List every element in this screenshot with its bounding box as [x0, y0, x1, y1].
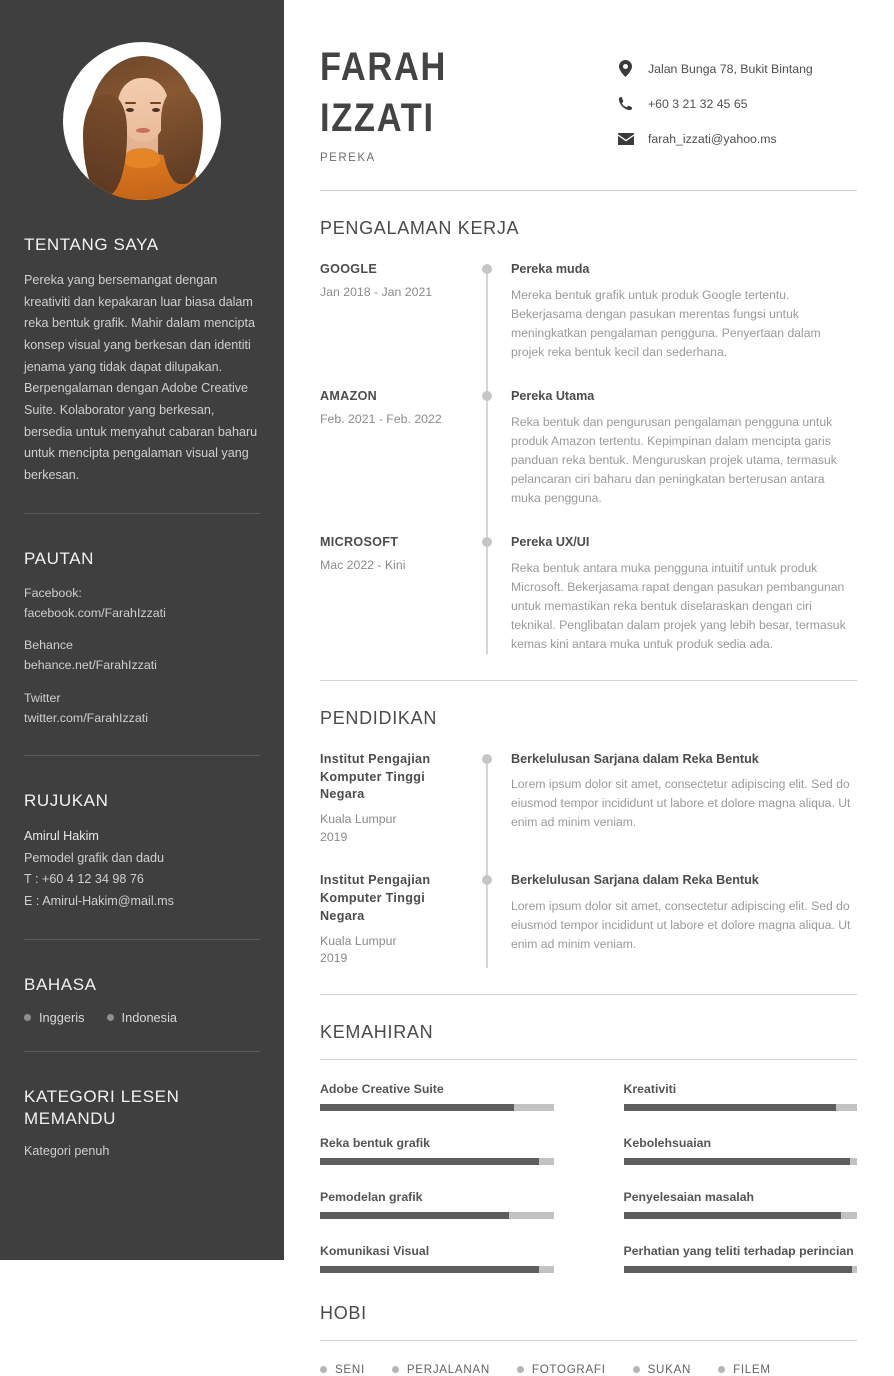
- skill-item: [320, 1244, 554, 1273]
- envelope-icon: [617, 130, 634, 147]
- photo-eye-left: [126, 108, 134, 112]
- experience-title: Pereka UX/UI: [511, 534, 590, 549]
- link-item-twitter[interactable]: [24, 689, 260, 729]
- experience-item: [320, 388, 857, 508]
- link-label: Facebook:: [24, 585, 82, 600]
- education-city: Kuala Lumpur: [320, 812, 397, 827]
- skill-label: Pemodelan grafik: [320, 1189, 423, 1204]
- skill-label: Kebolehsuaian: [623, 1135, 711, 1150]
- skill-item: [320, 1136, 554, 1165]
- bullet-dot-icon: [24, 1014, 31, 1021]
- contact-list: [617, 42, 857, 164]
- skill-item: [320, 1190, 554, 1219]
- skill-bar-track: [320, 1158, 554, 1165]
- experience-company: GOOGLE: [320, 262, 378, 277]
- experience-description: Reka bentuk antara muka pengguna intuitif untuk produk Microsoft. Bekerjasama rapat dengan pasukan pembangunan untuk memastikan reka bentuk diselaraskan dengan ciri teknikal. Penglibatan dalam projek yang lebih besar, termasuk kemas kini antara muka untuk produk sedia ada.: [511, 560, 846, 651]
- experience-meta: [320, 534, 478, 654]
- skill-bar-track: [624, 1266, 858, 1273]
- skill-label: Penyelesaian masalah: [623, 1189, 755, 1204]
- hobbies-heading: HOBI: [320, 1302, 367, 1323]
- language-item: [24, 1010, 85, 1025]
- hobby-item: [718, 1363, 771, 1376]
- experience-item: [320, 261, 857, 362]
- about-section: [24, 234, 260, 487]
- timeline-dot-icon: [482, 754, 492, 764]
- contact-address-text: Jalan Bunga 78, Bukit Bintang: [648, 61, 813, 76]
- photo-eyebrow-left: [125, 102, 136, 104]
- link-item-facebook[interactable]: [24, 584, 260, 624]
- skills-section: [320, 1022, 857, 1273]
- license-section: [24, 1086, 260, 1158]
- reference-name: Amirul Hakim: [24, 828, 99, 843]
- experience-section: [320, 218, 857, 653]
- skill-item: [624, 1244, 858, 1273]
- reference-phone: T : +60 4 12 34 98 76: [24, 872, 144, 887]
- license-value: Kategori penuh: [24, 1143, 110, 1158]
- skill-item: [624, 1190, 858, 1219]
- profile-photo: [63, 42, 221, 200]
- languages-heading: BAHASA: [24, 974, 97, 994]
- skill-bar-fill: [320, 1104, 514, 1111]
- hobby-item: [392, 1363, 490, 1376]
- experience-body: [478, 534, 857, 654]
- links-heading: PAUTAN: [24, 548, 95, 568]
- name-block: [320, 42, 468, 164]
- experience-description: Reka bentuk dan pengurusan pengalaman pengguna untuk produk Amazon tertentu. Kepimpinan dalam mencipta garis panduan reka bentuk. Menguruskan projek utama, termasuk pelancaran ciri baharu dan peningkatan berterusan antara muka pengguna.: [511, 414, 837, 505]
- bullet-dot-icon: [320, 1366, 327, 1373]
- skill-bar-fill: [320, 1158, 539, 1165]
- sidebar-divider-2: [24, 755, 260, 756]
- skill-bar-track: [320, 1104, 554, 1111]
- skill-bar-fill: [624, 1158, 850, 1165]
- hobby-label: SUKAN: [647, 1362, 692, 1376]
- experience-period: Feb. 2021 - Feb. 2022: [320, 412, 442, 426]
- education-year: 2019: [320, 951, 348, 966]
- link-label: Behance: [24, 638, 73, 653]
- skill-label: Reka bentuk grafik: [320, 1135, 431, 1150]
- experience-heading: PENGALAMAN KERJA: [320, 218, 520, 239]
- experience-title: Pereka Utama: [511, 389, 595, 404]
- skill-bar-track: [624, 1104, 858, 1111]
- references-heading: RUJUKAN: [24, 790, 109, 810]
- contact-address[interactable]: [617, 60, 857, 77]
- education-year: 2019: [320, 829, 348, 844]
- links-section: [24, 548, 260, 729]
- contact-email-text: farah_izzati@yahoo.ms: [648, 131, 777, 146]
- bullet-dot-icon: [718, 1366, 725, 1373]
- experience-period: Jan 2018 - Jan 2021: [320, 285, 433, 300]
- reference-email: E : Amirul-Hakim@mail.ms: [24, 893, 174, 908]
- language-label: Indonesia: [121, 1009, 178, 1025]
- skill-bar-track: [624, 1158, 858, 1165]
- experience-divider: [320, 680, 857, 681]
- hobby-item: [320, 1363, 365, 1376]
- experience-body: [478, 261, 857, 362]
- license-heading: KATEGORI LESEN MEMANDU: [24, 1086, 180, 1128]
- skills-heading: KEMAHIRAN: [320, 1021, 434, 1042]
- skill-label: Kreativiti: [623, 1081, 677, 1096]
- bullet-dot-icon: [392, 1366, 399, 1373]
- skill-label: Adobe Creative Suite: [320, 1081, 444, 1096]
- contact-email[interactable]: [617, 130, 857, 147]
- bullet-dot-icon: [107, 1014, 114, 1021]
- experience-company: AMAZON: [320, 389, 378, 404]
- education-heading: PENDIDIKAN: [320, 707, 438, 728]
- education-item: [320, 751, 857, 847]
- education-timeline: [320, 751, 857, 968]
- hobbies-divider: [320, 1340, 857, 1341]
- skill-bar-fill: [624, 1212, 841, 1219]
- bullet-dot-icon: [517, 1366, 524, 1373]
- skill-bar-fill: [320, 1212, 509, 1219]
- skill-bar-track: [624, 1212, 858, 1219]
- hobby-label: SENI: [335, 1362, 365, 1376]
- education-meta: [320, 751, 478, 847]
- skill-bar-track: [320, 1212, 554, 1219]
- sidebar-divider-1: [24, 513, 260, 514]
- photo-collar: [124, 148, 160, 168]
- hobby-item: [517, 1363, 606, 1376]
- experience-meta: [320, 261, 478, 362]
- hobbies-section: [320, 1303, 857, 1376]
- language-item: [107, 1010, 178, 1025]
- education-section: [320, 708, 857, 968]
- languages-section: [24, 974, 260, 1025]
- education-degree: Berkelulusan Sarjana dalam Reka Bentuk: [511, 873, 759, 888]
- location-pin-icon: [617, 60, 634, 77]
- experience-timeline: [320, 261, 857, 653]
- education-description: Lorem ipsum dolor sit amet, consectetur adipiscing elit. Sed do eiusmod tempor incididunt ut labore et dolore magna aliqua. Ut enim ad minim veniam.: [511, 898, 851, 951]
- hobby-item: [633, 1363, 691, 1376]
- profile-photo-wrap: [24, 0, 260, 200]
- sidebar-divider-3: [24, 939, 260, 940]
- skill-item: [320, 1082, 554, 1111]
- skills-column-right: [624, 1082, 858, 1273]
- photo-lips: [136, 128, 150, 133]
- education-city: Kuala Lumpur: [320, 933, 397, 948]
- photo-eyebrow-right: [150, 102, 161, 104]
- resume-header: [320, 42, 857, 164]
- header-divider: [320, 190, 857, 191]
- photo-eye-right: [152, 108, 160, 112]
- education-school: Institut Pengajian Komputer Tinggi Negara: [320, 873, 431, 923]
- bullet-dot-icon: [633, 1366, 640, 1373]
- reference-title: Pemodel grafik dan dadu: [24, 850, 165, 865]
- link-url: facebook.com/FarahIzzati: [24, 605, 166, 620]
- sidebar: [0, 0, 284, 1260]
- skill-bar-fill: [624, 1266, 853, 1273]
- link-item-behance[interactable]: [24, 636, 260, 676]
- references-section: [24, 790, 260, 913]
- first-name: FARAH: [320, 45, 448, 89]
- link-label: Twitter: [24, 691, 61, 706]
- experience-company: MICROSOFT: [320, 534, 399, 549]
- languages-list: [24, 1010, 260, 1025]
- job-role: PEREKA: [320, 152, 376, 165]
- link-url: twitter.com/FarahIzzati: [24, 710, 148, 725]
- link-url: behance.net/FarahIzzati: [24, 658, 157, 673]
- hobby-label: FILEM: [733, 1362, 771, 1376]
- skill-bar-fill: [624, 1104, 836, 1111]
- education-description: Lorem ipsum dolor sit amet, consectetur adipiscing elit. Sed do eiusmod tempor incididunt ut labore et dolore magna aliqua. Ut enim ad minim veniam.: [511, 777, 851, 830]
- education-meta: [320, 872, 478, 968]
- experience-body: [478, 388, 857, 508]
- education-body: [478, 872, 857, 968]
- skills-grid: [320, 1082, 857, 1273]
- skills-column-left: [320, 1082, 554, 1273]
- education-degree: Berkelulusan Sarjana dalam Reka Bentuk: [511, 751, 759, 766]
- about-heading: TENTANG SAYA: [24, 235, 159, 254]
- experience-item: [320, 534, 857, 654]
- sidebar-divider-4: [24, 1051, 260, 1052]
- hobby-label: PERJALANAN: [406, 1362, 490, 1376]
- skill-item: [624, 1136, 858, 1165]
- skill-label: Perhatian yang teliti terhadap perincian: [623, 1243, 854, 1258]
- experience-description: Mereka bentuk grafik untuk produk Google tertentu. Bekerjasama dengan pasukan merentas fungsi untuk meningkatkan pengalaman pengguna. Penyertaan dalam projek reka bentuk kecil dan sederhana.: [511, 288, 821, 360]
- skill-bar-track: [320, 1266, 554, 1273]
- about-text: Pereka yang bersemangat dengan kreativiti dan kepakaran luar biasa dalam reka bentuk grafik. Mahir dalam mencipta konsep visual yang berkesan dan identiti jenama yang tidak dapat dilupakan. Berpengalaman dengan Adobe Creative Suite. Kolaborator yang berkesan, bersedia untuk menyahut cabaran baharu untuk mencipta pengalaman visual yang berkesan.: [24, 273, 258, 482]
- experience-title: Pereka muda: [511, 262, 590, 277]
- skills-divider: [320, 1059, 857, 1060]
- contact-phone-text: +60 3 21 32 45 65: [648, 96, 748, 111]
- education-school: Institut Pengajian Komputer Tinggi Negara: [320, 751, 431, 802]
- hobbies-list: [320, 1363, 857, 1376]
- language-label: Inggeris: [39, 1009, 85, 1025]
- last-name: IZZATI: [320, 96, 435, 141]
- education-item: [320, 872, 857, 968]
- experience-meta: [320, 388, 478, 508]
- photo-hair-right: [161, 88, 203, 184]
- skill-label: Komunikasi Visual: [320, 1243, 430, 1258]
- timeline-dot-icon: [482, 537, 492, 547]
- experience-period: Mac 2022 - Kini: [320, 557, 406, 572]
- education-divider: [320, 994, 857, 995]
- skill-bar-fill: [320, 1266, 539, 1273]
- main-content: [284, 0, 894, 1376]
- education-body: [478, 751, 857, 847]
- contact-phone[interactable]: [617, 95, 857, 112]
- skill-item: [624, 1082, 858, 1111]
- hobby-label: FOTOGRAFI: [531, 1362, 606, 1376]
- phone-icon: [617, 95, 634, 112]
